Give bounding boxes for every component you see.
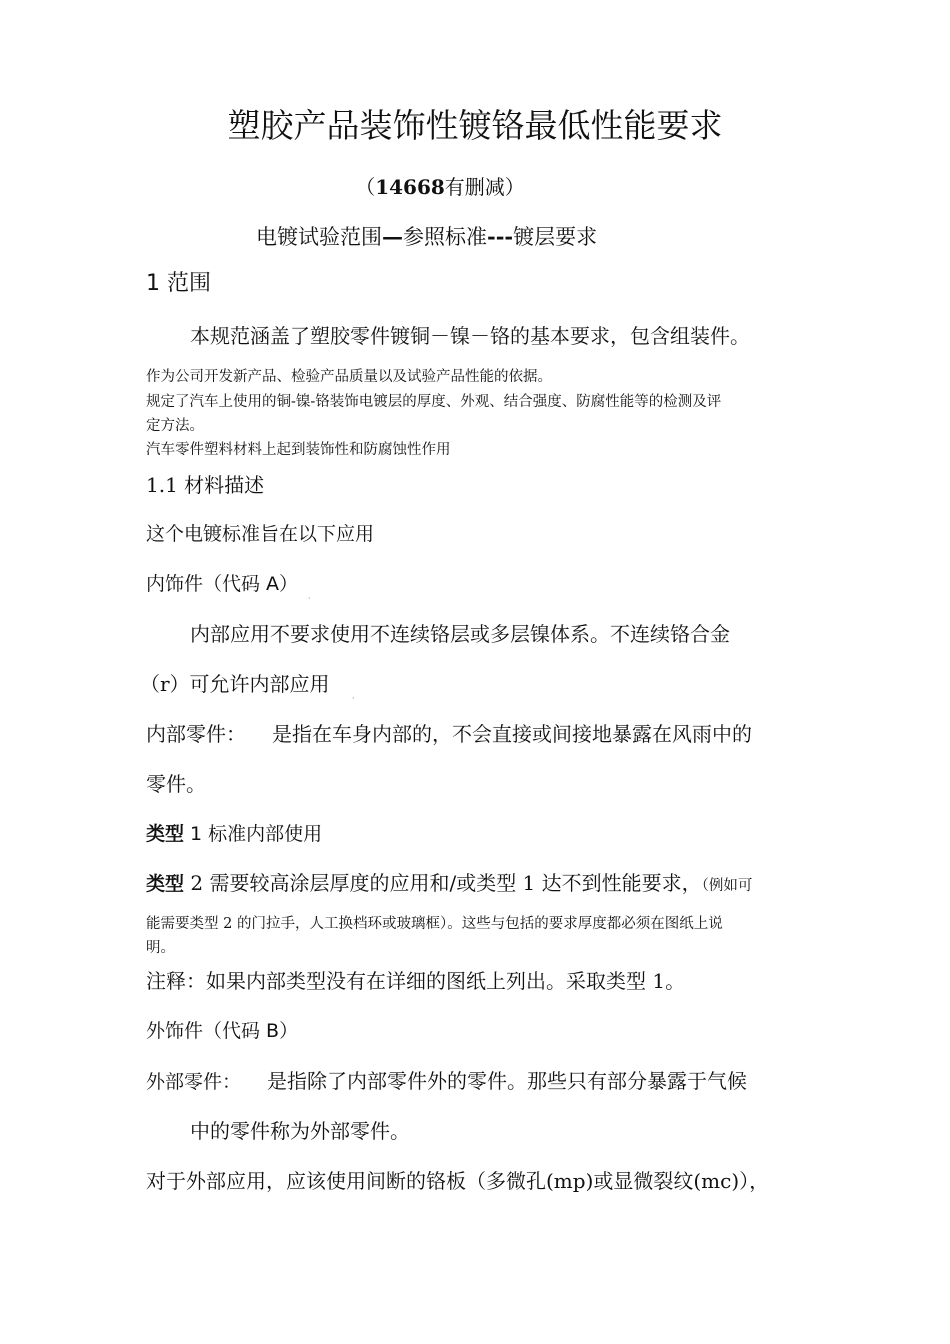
small-text-1: 作为公司开发新产品、检验产品质量以及试验产品性能的依据。 <box>146 369 552 385</box>
type-1-line <box>146 819 322 848</box>
subtitle-rest: 有删减） <box>444 175 525 199</box>
section-1-heading: 1 范围 <box>146 271 211 296</box>
subtitle-open-paren: （ <box>355 175 376 199</box>
section-1-1-heading: 1.1 材料描述 <box>146 473 265 497</box>
scope-paragraph: 本规范涵盖了塑胶零件镀铜－镍－铬的基本要求，包含组装件。 <box>190 324 750 348</box>
interior-paragraph-line-2: （r）可允许内部应用 <box>140 672 330 696</box>
stray-dot-2: · <box>352 694 355 703</box>
scope-dash-1: — <box>382 224 403 249</box>
type-2-line <box>146 869 752 898</box>
type-2-small-a: （例如可 <box>701 878 753 894</box>
exterior-heading: 外饰件（代码 B） <box>146 1020 299 1042</box>
interior-definition-label: 内部零件： <box>146 722 246 746</box>
type-2-small-b: 能需要类型 2 的门拉手，人工换档环或玻璃框）。这些与包括的要求厚度都必须在图纸上说 <box>146 916 723 932</box>
small-text-2b: 定方法。 <box>146 418 204 434</box>
subtitle-code: 14668 <box>375 175 445 199</box>
type-1-label: 类型 <box>146 823 185 845</box>
exterior-definition <box>146 1067 747 1096</box>
apply-heading: 这个电镀标准旨在以下应用 <box>146 523 375 545</box>
document-subtitle <box>0 173 880 201</box>
interior-heading: 内饰件（代码 A） <box>146 573 299 595</box>
scope-dash-2: --- <box>487 224 514 249</box>
exterior-definition-label: 外部零件： <box>146 1071 242 1093</box>
small-text-3: 汽车零件塑料材料上起到装饰性和防腐蚀性作用 <box>146 442 451 458</box>
exterior-definition-text: 是指除了内部零件外的零件。那些只有部分暴露于气候 <box>267 1069 748 1093</box>
stray-dot-1: · <box>308 594 311 603</box>
scope-part-b: 参照标准 <box>403 225 487 249</box>
scope-part-a: 电镀试验范围 <box>256 225 382 249</box>
type-2-text: 2 需要较高涂层厚度的应用和/或类型 1 达不到性能要求， <box>184 871 702 895</box>
interior-definition <box>146 720 752 748</box>
scope-line <box>256 222 597 252</box>
document-title: 塑胶产品装饰性镀铬最低性能要求 <box>227 106 723 145</box>
type-2-label: 类型 <box>146 873 185 895</box>
note-line: 注释：如果内部类型没有在详细的图纸上列出。采取类型 1。 <box>146 969 686 993</box>
type-2-small-c: 明。 <box>146 940 175 956</box>
interior-paragraph-line-1: 内部应用不要求使用不连续铬层或多层镍体系。不连续铬合金 <box>190 622 730 646</box>
exterior-definition-line-2: 中的零件称为外部零件。 <box>190 1119 410 1143</box>
interior-definition-line-2: 零件。 <box>146 772 206 796</box>
type-1-text: 1 标准内部使用 <box>184 823 323 845</box>
scope-part-c: 镀层要求 <box>513 225 598 249</box>
small-text-2a: 规定了汽车上使用的铜-镍-铬装饰电镀层的厚度、外观、结合强度、防腐性能等的检测及评 <box>146 394 722 410</box>
interior-definition-text: 是指在车身内部的，不会直接或间接地暴露在风雨中的 <box>272 722 752 746</box>
exterior-paragraph: 对于外部应用，应该使用间断的铬板（多微孔(mp)或显微裂纹(mc)）， <box>146 1169 770 1193</box>
